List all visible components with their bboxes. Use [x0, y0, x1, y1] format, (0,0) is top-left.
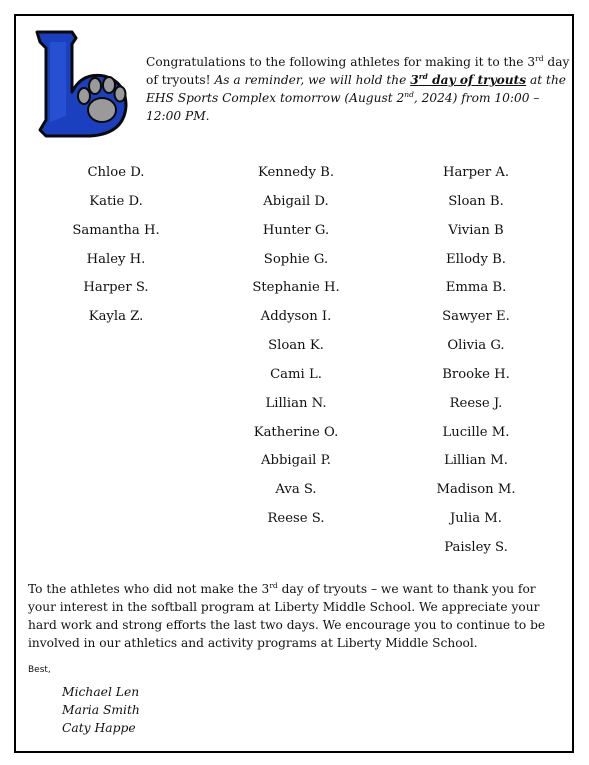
athlete-name: Sophie G.: [263, 251, 329, 267]
athlete-name: Kennedy B.: [257, 165, 335, 180]
athlete-name: Chloe D.: [87, 165, 145, 180]
athlete-name: Paisley S.: [444, 539, 508, 555]
athlete-name: Brooke H.: [442, 366, 510, 382]
athlete-name: Reese S.: [267, 511, 325, 527]
athlete-name: Madison M.: [436, 482, 516, 498]
signature-block: [62, 683, 140, 737]
letter-L-highlight: [50, 42, 66, 122]
athlete-name: Reese J.: [449, 395, 503, 411]
liberty-L-paw-logo: [32, 30, 132, 140]
athlete-name: Olivia G.: [447, 338, 505, 354]
athlete-name: Sawyer E.: [442, 309, 510, 325]
signature-name: Caty Happe: [62, 721, 136, 735]
athlete-name: Addyson I.: [260, 309, 332, 325]
athlete-name: Kayla Z.: [88, 309, 144, 325]
athlete-name: Haley H.: [86, 251, 146, 267]
athlete-name: Julia M.: [450, 511, 502, 527]
athlete-name: Cami L.: [270, 366, 322, 382]
athlete-name: Sloan B.: [448, 193, 504, 209]
closing-paragraph: To the athletes who did not make the 3rd day of tryouts – we want to thank you for your interest in the softball program at Liberty Middle School. We appreciate your hard work and strong efforts the last two days. We encourage you to continue to be involved in our athletics and activity programs at Liberty Middle School.: [28, 580, 546, 650]
signature-name: Maria Smith: [62, 703, 140, 717]
athlete-name: Ellody B.: [446, 251, 506, 267]
athlete-name: Katie D.: [89, 193, 143, 209]
athlete-name: Stephanie H.: [252, 280, 340, 296]
signoff: Best,: [28, 665, 51, 675]
athlete-name: Harper A.: [442, 165, 510, 180]
athlete-name: Vivian B: [448, 222, 504, 238]
athlete-name: Sloan K.: [268, 338, 324, 354]
athlete-name: Lucille M.: [442, 424, 510, 440]
athlete-name: Abigail D.: [263, 193, 329, 209]
athlete-column-3: [418, 163, 534, 567]
signature-name: Michael Len: [62, 685, 140, 699]
athlete-column-1: [60, 163, 172, 336]
athlete-name: Katherine O.: [253, 424, 339, 440]
athlete-name: Lillian M.: [444, 453, 508, 469]
athlete-name: Ava S.: [275, 482, 317, 498]
athlete-column-2: [234, 163, 358, 538]
athlete-name: Harper S.: [83, 280, 149, 296]
athlete-name: Emma B.: [445, 280, 507, 296]
athlete-name: Abbigail P.: [261, 453, 331, 469]
intro-paragraph: Congratulations to the following athletes for making it to the 3rd day of tryouts! As a reminder, we will hold the 3rd day of tryouts at the EHS Sports Complex tomorrow (August 2nd, 2024) from 10:00 – 12:00 PM.: [146, 53, 570, 123]
athlete-name: Hunter G.: [262, 222, 330, 238]
athlete-name: Lillian N.: [265, 395, 327, 411]
athlete-name: Samantha H.: [72, 222, 160, 238]
